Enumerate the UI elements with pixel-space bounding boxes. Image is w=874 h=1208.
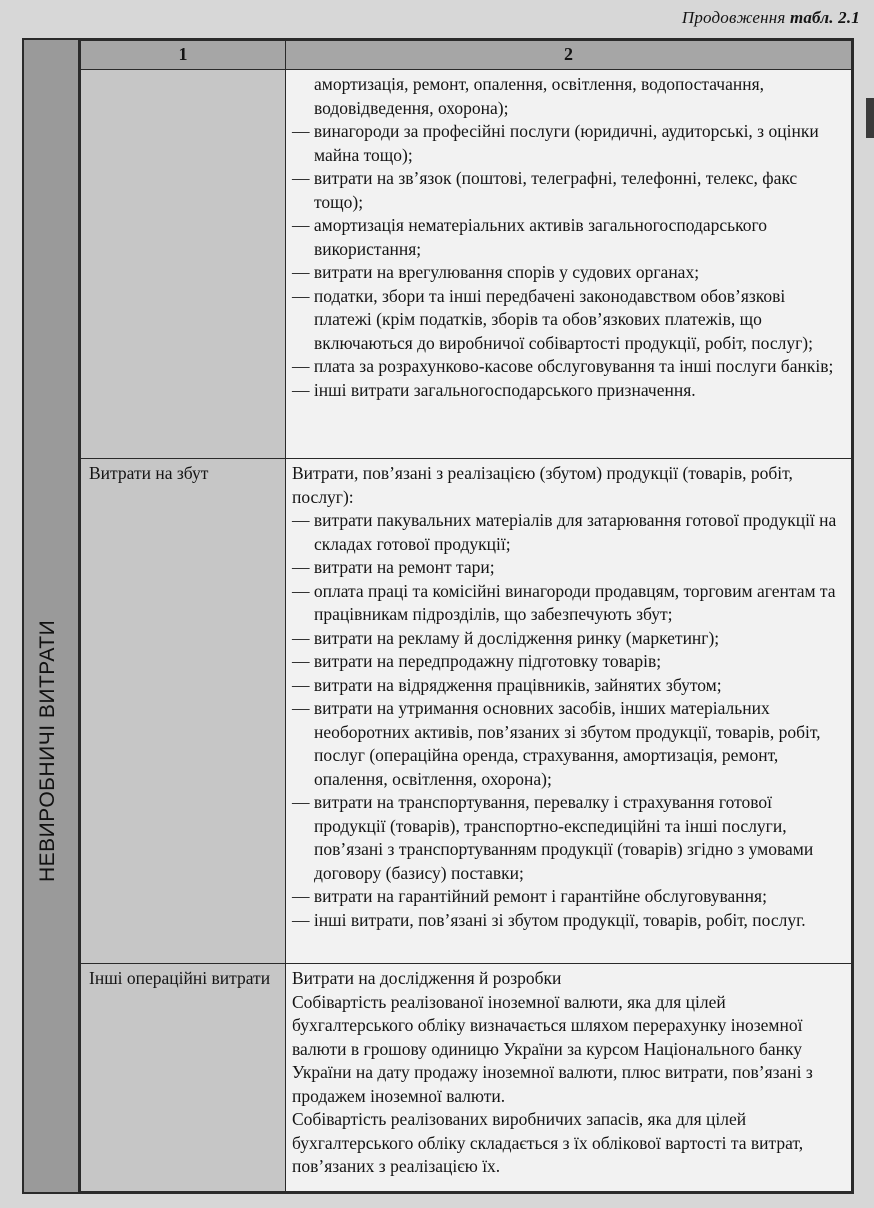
- row-content-cell: [286, 70, 852, 459]
- list-item: — амортизація нематеріальних активів загальногосподарського використання;: [292, 215, 768, 259]
- table-row: [81, 459, 852, 964]
- list-item: — інші витрати, пов’язані зі збутом продукції, товарів, робіт, послуг.: [292, 909, 806, 930]
- table-row: [81, 964, 852, 1192]
- paragraph: Собівартість реалізованих виробничих запасів, яка для цілей бухгалтерського обліку складається з їх облікової вартості та витрат, пов’язаних з реалізацією їх.: [292, 1109, 804, 1176]
- list-item: — витрати на ремонт тари;: [292, 557, 495, 577]
- paragraph: Собівартість реалізованої іноземної валюти, яка для цілей бухгалтерського обліку визначається шляхом перерахунку іноземної валюти в грошову одиницю України за курсом Національного банку України на дату продажу іноземної валюти, плюс витрати, пов’язані з продажем іноземної валюти.: [292, 991, 813, 1106]
- item-list: [286, 509, 851, 934]
- page-edge-mark: [866, 98, 874, 138]
- item-list: [286, 70, 851, 404]
- paragraph: Витрати на дослідження й розробки: [292, 968, 562, 988]
- row-content-cell: [286, 459, 852, 964]
- row-name-cell: [81, 459, 286, 964]
- list-item: — витрати на передпродажну підготовку товарів;: [292, 651, 662, 671]
- list-item: — витрати на врегулювання спорів у судових органах;: [292, 262, 700, 282]
- list-item: — винагороди за професійні послуги (юридичні, аудиторські, з оцінки майна тощо);: [292, 121, 819, 165]
- category-label: НЕВИРОБНИЧІ ВИТРАТИ: [36, 619, 59, 882]
- list-item: — інші витрати загальногосподарського призначення.: [292, 379, 696, 400]
- list-item: амортизація, ремонт, опалення, освітлення, водопостачання, водовідведення, охорона);: [314, 74, 765, 118]
- row-intro: Витрати, пов’язані з реалізацією (збутом) продукції (товарів, робіт, послуг):: [292, 463, 793, 507]
- row-name: [81, 70, 285, 76]
- caption-prefix: Продовження: [681, 8, 786, 27]
- list-item: — витрати пакувальних матеріалів для затарювання готової продукції на складах готової продукції;: [292, 510, 837, 554]
- row-name-cell: [81, 964, 286, 1192]
- list-item: — оплата праці та комісійні винагороди продавцям, торговим агентам та працівникам підрозділів, що забезпечують збут;: [292, 580, 836, 624]
- list-item: — витрати на рекламу й дослідження ринку (маркетинг);: [292, 627, 720, 648]
- expenses-grid: [80, 40, 852, 1192]
- table-caption: [682, 8, 860, 28]
- list-item: — витрати на утримання основних засобів, інших матеріальних необоротних активів, пов’язаних зі збутом продукції, товарів, робіт, послуг (операційна оренда, страхування, амортизація, ремонт, опалення, освітлення, охорона);: [292, 698, 821, 789]
- header-col-1: 1: [81, 41, 286, 70]
- list-item: — плата за розрахунково-касове обслуговування та інші послуги банків;: [292, 356, 834, 376]
- header-row: [81, 41, 852, 70]
- list-item: — витрати на зв’язок (поштові, телеграфні, телефонні, телекс, факс тощо);: [292, 168, 798, 212]
- expenses-table: [22, 38, 854, 1194]
- row-name: Інші операційні витрати: [89, 968, 271, 988]
- list-item: — витрати на відрядження працівників, зайнятих збутом;: [292, 674, 722, 695]
- caption-table-number: табл. 2.1: [789, 8, 860, 27]
- row-name-cell: [81, 70, 286, 459]
- row-name: Витрати на збут: [89, 463, 209, 483]
- category-sidebar: [24, 40, 80, 1192]
- header-col-2: 2: [286, 41, 852, 70]
- list-item: — витрати на гарантійний ремонт і гарантійне обслуговування;: [292, 886, 767, 906]
- row-content-cell: [286, 964, 852, 1192]
- list-item: — податки, збори та інші передбачені законодавством обов’язкові платежі (крім податків, зборів та обов’язкових платежів, що включаються до виробничої собівартості продукції, робіт, послуг);: [292, 285, 813, 353]
- table-row: [81, 70, 852, 459]
- list-item: — витрати на транспортування, перевалку і страхування готової продукції (товарів), транспортно-експедиційні та інші послуги, пов’язані з транспортуванням продукції (товарів) згідно з умовами договору (базису) поставки;: [292, 792, 814, 883]
